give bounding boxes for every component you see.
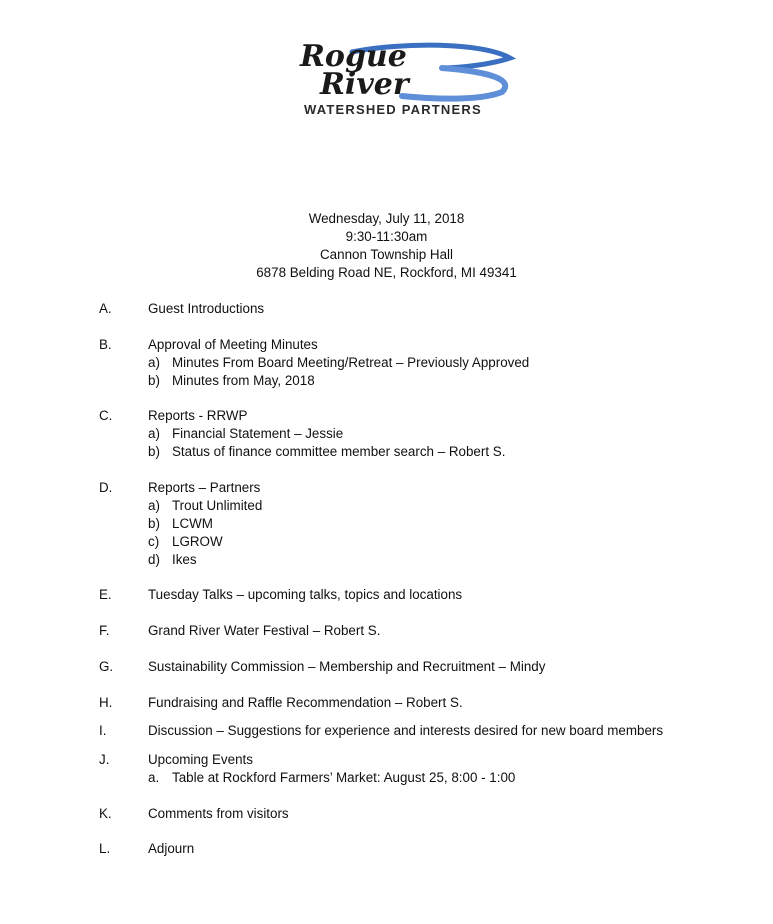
agenda-letter: I. <box>99 723 107 738</box>
subitem-text: LCWM <box>172 516 213 531</box>
agenda-subitem <box>148 551 197 569</box>
meeting-address: 6878 Belding Road NE, Rockford, MI 49341 <box>256 265 517 280</box>
subitem-marker: d) <box>148 552 160 567</box>
agenda-title: Reports – Partners <box>148 480 261 495</box>
meeting-place: Cannon Township Hall <box>320 247 453 262</box>
agenda-letter: J. <box>99 752 110 767</box>
agenda-letter: H. <box>99 695 113 710</box>
agenda-title: Comments from visitors <box>148 806 289 821</box>
agenda-subitem <box>148 372 315 390</box>
subitem-marker: b) <box>148 516 160 531</box>
agenda-title: Approval of Meeting Minutes <box>148 337 318 352</box>
agenda-letter: G. <box>99 659 114 674</box>
logo-tagline: WATERSHED PARTNERS <box>304 102 482 117</box>
agenda-letter: D. <box>99 480 113 495</box>
subitem-text: Table at Rockford Farmers’ Market: August 25, 8:00 - 1:00 <box>172 770 516 785</box>
agenda-subitem <box>148 354 529 372</box>
agenda-title: Discussion – Suggestions for experience and interests desired for new board members <box>148 723 664 738</box>
subitem-text: Financial Statement – Jessie <box>172 426 344 441</box>
agenda-letter: E. <box>99 587 112 602</box>
agenda-letter: F. <box>99 623 110 638</box>
subitem-marker: c) <box>148 534 160 549</box>
agenda-subitem <box>148 425 343 443</box>
subitem-text: Trout Unlimited <box>172 498 263 513</box>
rogue-river-logo <box>292 38 517 120</box>
agenda-letter: A. <box>99 301 112 316</box>
agenda-title: Fundraising and Raffle Recommendation – Robert S. <box>148 695 463 710</box>
subitem-marker: a) <box>148 426 160 441</box>
agenda-letter: B. <box>99 337 112 352</box>
subitem-marker: b) <box>148 444 160 459</box>
logo-wave-bottom <box>402 68 505 99</box>
agenda-letter: K. <box>99 806 112 821</box>
agenda-subitem <box>148 769 515 787</box>
meeting-header <box>0 210 773 282</box>
subitem-text: Minutes From Board Meeting/Retreat – Previously Approved <box>172 355 530 370</box>
meeting-date: Wednesday, July 11, 2018 <box>308 211 465 226</box>
meeting-time: 9:30-11:30am <box>345 229 428 244</box>
subitem-marker: a. <box>148 770 160 785</box>
subitem-text: LGROW <box>172 534 223 549</box>
subitem-marker: a) <box>148 355 160 370</box>
agenda-subitem <box>148 497 262 515</box>
logo-graphic <box>292 38 517 120</box>
agenda-subitem <box>148 533 223 551</box>
agenda-title: Upcoming Events <box>148 752 253 767</box>
agenda-letter: C. <box>99 408 113 423</box>
subitem-marker: b) <box>148 373 160 388</box>
agenda-title: Grand River Water Festival – Robert S. <box>148 623 381 638</box>
agenda-letter: L. <box>99 841 111 856</box>
agenda-subitem <box>148 443 505 461</box>
subitem-marker: a) <box>148 498 160 513</box>
subitem-text: Minutes from May, 2018 <box>172 373 315 388</box>
subitem-text: Ikes <box>172 552 197 567</box>
agenda-subitem <box>148 515 213 533</box>
logo-word-rogue: Rogue <box>300 39 407 74</box>
agenda-title: Adjourn <box>148 841 195 856</box>
subitem-text: Status of finance committee member search – Robert S. <box>172 444 506 459</box>
agenda-title: Tuesday Talks – upcoming talks, topics and locations <box>148 587 463 602</box>
agenda-title: Reports - RRWP <box>148 408 248 423</box>
agenda-title: Guest Introductions <box>148 301 265 316</box>
agenda-title: Sustainability Commission – Membership and Recruitment – Mindy <box>148 659 546 674</box>
logo-word-river: River <box>320 67 409 102</box>
